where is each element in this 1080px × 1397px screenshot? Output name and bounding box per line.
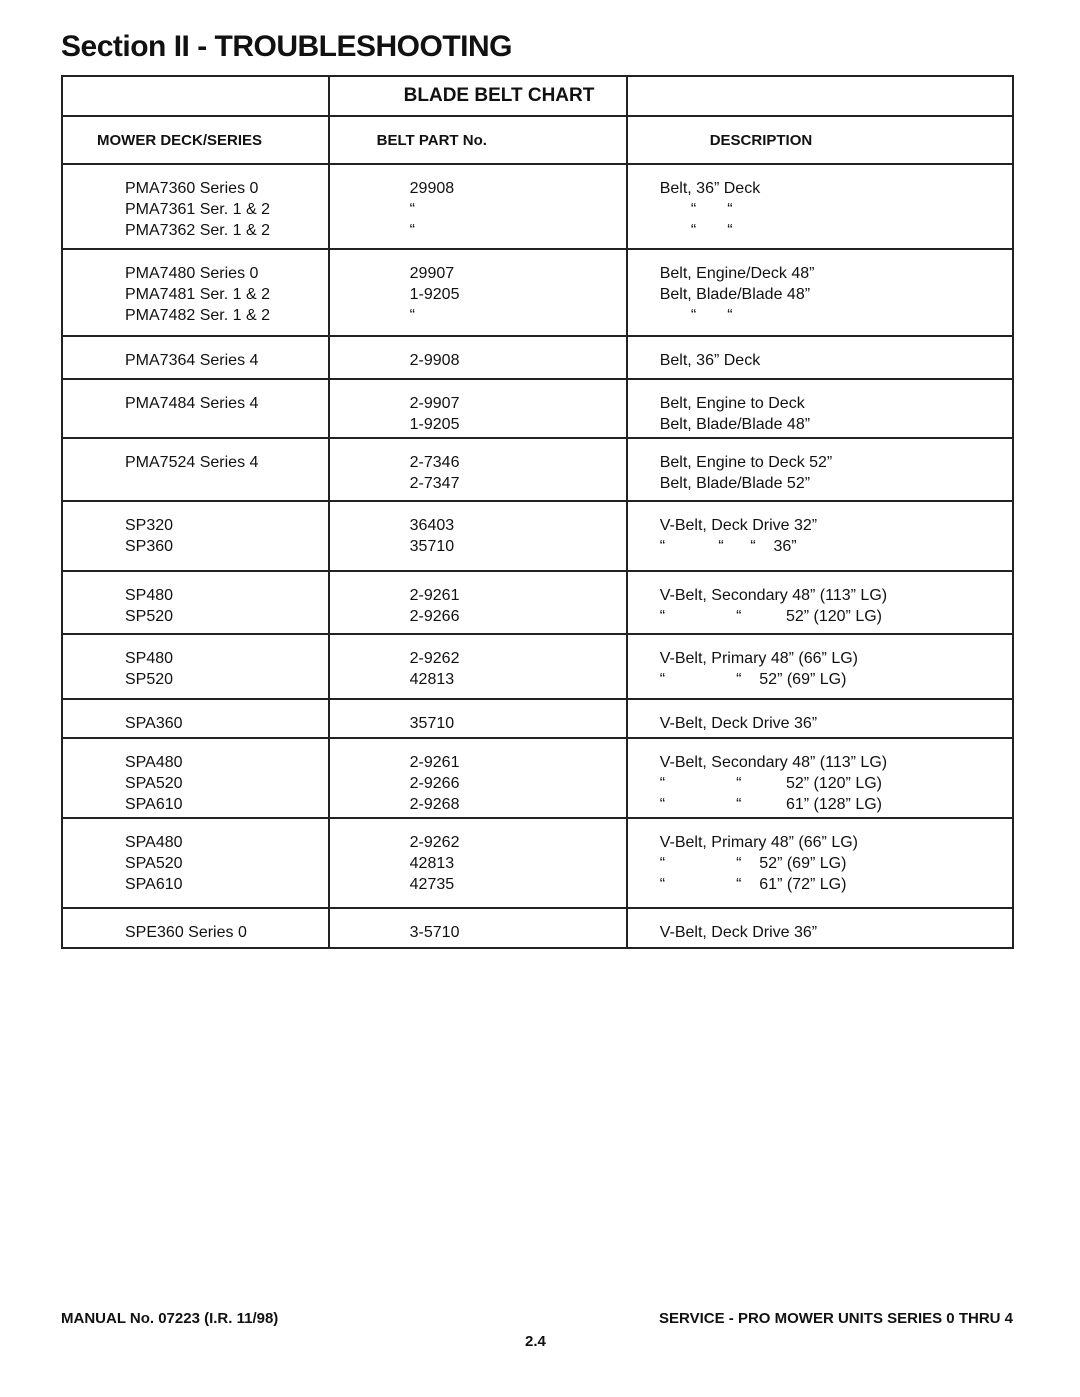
cell-line: PMA7481 Ser. 1 & 2 (125, 286, 270, 303)
cell-line: PMA7480 Series 0 (125, 265, 259, 282)
cell-line: “ “ (659, 201, 733, 218)
cell-line: 29908 (409, 180, 455, 197)
cell-line: PMA7484 Series 4 (125, 395, 259, 412)
description-cell (627, 738, 1013, 818)
cell-line: “ “ 52” (69” LG) (659, 855, 847, 872)
cell-line: “ “ 61” (72” LG) (659, 876, 847, 893)
cell-line: 2-9266 (409, 608, 460, 625)
part-cell (329, 699, 627, 738)
part-cell (329, 571, 627, 634)
part-cell (329, 164, 627, 249)
part-cell (329, 738, 627, 818)
cell-line: Belt, 36” Deck (659, 180, 761, 197)
table-row (62, 164, 1013, 249)
description-cell (627, 501, 1013, 571)
deck-cell (62, 249, 329, 336)
cell-line: 2-7346 (409, 454, 460, 471)
blade-belt-chart-table (61, 75, 1014, 949)
cell-line: PMA7360 Series 0 (125, 180, 259, 197)
cell-line: PMA7361 Ser. 1 & 2 (125, 201, 270, 218)
part-cell (329, 336, 627, 379)
cell-line: 29907 (409, 265, 455, 282)
header-row (62, 116, 1013, 164)
description-cell (627, 818, 1013, 908)
cell-line: 2-9908 (409, 352, 460, 369)
cell-line: SPA610 (125, 876, 183, 893)
cell-line: “ (409, 307, 415, 324)
cell-line: 2-9262 (409, 834, 460, 851)
part-cell (329, 818, 627, 908)
cell-line: Belt, 36” Deck (659, 352, 761, 369)
deck-cell (62, 908, 329, 948)
description-cell (627, 249, 1013, 336)
cell-line: Belt, Engine/Deck 48” (659, 265, 815, 282)
deck-cell (62, 379, 329, 438)
cell-line: 35710 (409, 715, 455, 732)
table-row (62, 818, 1013, 908)
cell-line: PMA7524 Series 4 (125, 454, 259, 471)
cell-line: “ “ 52” (120” LG) (659, 775, 882, 792)
table-row (62, 699, 1013, 738)
cell-line: 2-9268 (409, 796, 460, 813)
table-row (62, 634, 1013, 699)
cell-line: 36403 (409, 517, 455, 534)
part-cell (329, 438, 627, 501)
cell-line: “ “ (659, 222, 733, 239)
footer-title: SERVICE - PRO MOWER UNITS SERIES 0 THRU 4 (659, 1310, 1013, 1327)
cell-line: 2-7347 (409, 475, 460, 492)
cell-line: V-Belt, Primary 48” (66” LG) (659, 650, 858, 667)
cell-line: PMA7362 Ser. 1 & 2 (125, 222, 270, 239)
cell-line: 35710 (409, 538, 455, 555)
cell-line: 2-9261 (409, 754, 460, 771)
part-cell (329, 634, 627, 699)
cell-line: SP480 (125, 587, 174, 604)
cell-line: 42813 (409, 671, 455, 688)
footer-manual-number: MANUAL No. 07223 (I.R. 11/98) (61, 1310, 279, 1327)
description-cell (627, 438, 1013, 501)
cell-line: 1-9205 (409, 286, 460, 303)
deck-cell (62, 818, 329, 908)
chart-title-row (62, 76, 1013, 116)
footer-page-number: 2.4 (525, 1333, 546, 1350)
description-cell (627, 908, 1013, 948)
table-row (62, 908, 1013, 948)
deck-cell (62, 571, 329, 634)
cell-line: PMA7364 Series 4 (125, 352, 259, 369)
deck-cell (62, 634, 329, 699)
deck-cell (62, 438, 329, 501)
cell-line: V-Belt, Deck Drive 32” (659, 517, 818, 534)
cell-line: SPE360 Series 0 (125, 924, 247, 941)
cell-line: Belt, Blade/Blade 48” (659, 286, 811, 303)
cell-line: “ “ 52” (69” LG) (659, 671, 847, 688)
description-cell (627, 379, 1013, 438)
description-cell (627, 164, 1013, 249)
table-row (62, 379, 1013, 438)
table-row (62, 249, 1013, 336)
table-row (62, 438, 1013, 501)
cell-line: SPA520 (125, 775, 183, 792)
cell-line: 2-9266 (409, 775, 460, 792)
deck-cell (62, 336, 329, 379)
cell-line: SPA480 (125, 834, 183, 851)
part-cell (329, 379, 627, 438)
part-cell (329, 249, 627, 336)
deck-cell (62, 699, 329, 738)
cell-line: “ (409, 201, 415, 218)
cell-line: “ “ “ 36” (659, 538, 797, 555)
cell-line: V-Belt, Deck Drive 36” (659, 924, 818, 941)
cell-line: “ “ (659, 307, 733, 324)
cell-line: SPA480 (125, 754, 183, 771)
cell-line: Belt, Blade/Blade 52” (659, 475, 811, 492)
cell-line: 2-9261 (409, 587, 460, 604)
cell-line: V-Belt, Primary 48” (66” LG) (659, 834, 858, 851)
part-cell (329, 908, 627, 948)
table-row (62, 738, 1013, 818)
cell-line: SPA360 (125, 715, 183, 732)
deck-cell (62, 738, 329, 818)
cell-line: SP320 (125, 517, 174, 534)
description-cell (627, 699, 1013, 738)
deck-cell (62, 164, 329, 249)
table-row (62, 336, 1013, 379)
cell-line: V-Belt, Deck Drive 36” (659, 715, 818, 732)
part-cell (329, 501, 627, 571)
cell-line: 2-9907 (409, 395, 460, 412)
header-deck: MOWER DECK/SERIES (62, 116, 329, 164)
cell-line: 42813 (409, 855, 455, 872)
cell-line: Belt, Engine to Deck (659, 395, 805, 412)
cell-line: SP520 (125, 608, 174, 625)
cell-line: 3-5710 (409, 924, 460, 941)
chart-title: BLADE BELT CHART (329, 76, 627, 116)
cell-line: SPA520 (125, 855, 183, 872)
header-description: DESCRIPTION (627, 116, 1013, 164)
description-cell (627, 571, 1013, 634)
table-row (62, 501, 1013, 571)
cell-line: 1-9205 (409, 416, 460, 433)
cell-line: SPA610 (125, 796, 183, 813)
deck-cell (62, 501, 329, 571)
cell-line: PMA7482 Ser. 1 & 2 (125, 307, 270, 324)
cell-line: Belt, Engine to Deck 52” (659, 454, 833, 471)
cell-line: 2-9262 (409, 650, 460, 667)
cell-line: SP520 (125, 671, 174, 688)
cell-line: SP360 (125, 538, 174, 555)
table-row (62, 571, 1013, 634)
page-title: Section II - TROUBLESHOOTING (61, 30, 513, 63)
description-cell (627, 336, 1013, 379)
cell-line: “ (409, 222, 415, 239)
header-part: BELT PART No. (329, 116, 627, 164)
cell-line: SP480 (125, 650, 174, 667)
cell-line: “ “ 52” (120” LG) (659, 608, 882, 625)
cell-line: Belt, Blade/Blade 48” (659, 416, 811, 433)
cell-line: “ “ 61” (128” LG) (659, 796, 882, 813)
cell-line: V-Belt, Secondary 48” (113” LG) (659, 587, 888, 604)
cell-line: V-Belt, Secondary 48” (113” LG) (659, 754, 888, 771)
description-cell (627, 634, 1013, 699)
cell-line: 42735 (409, 876, 455, 893)
